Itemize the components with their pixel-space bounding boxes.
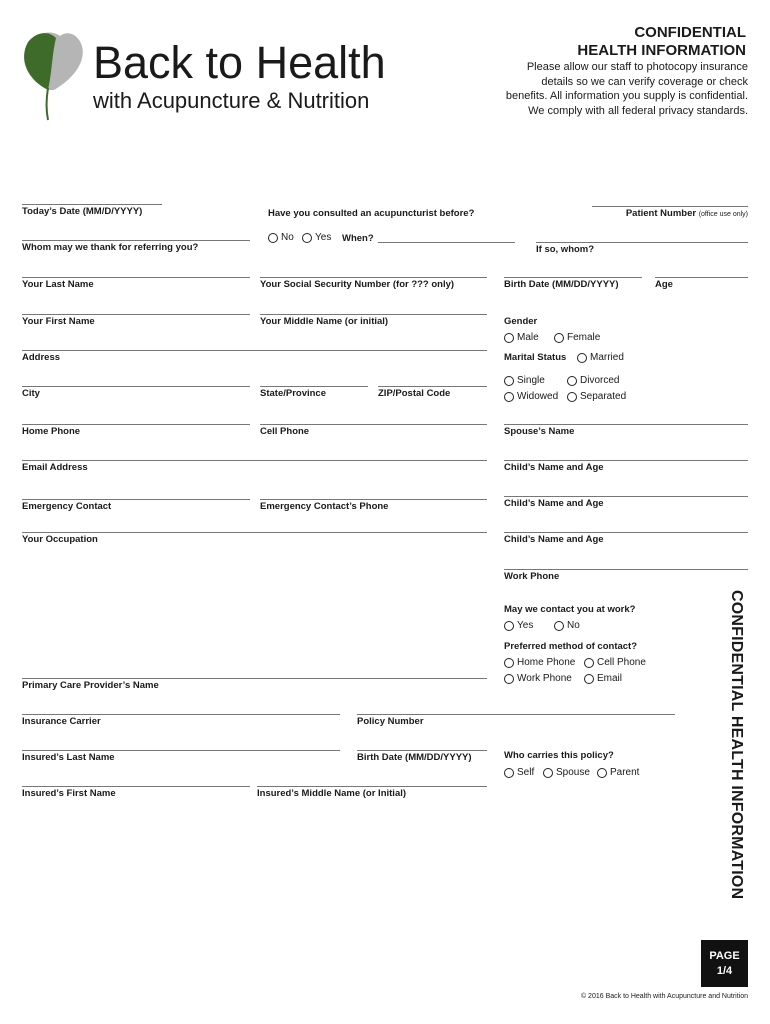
todays-date-field[interactable] xyxy=(22,204,162,205)
insured-middle-name-label: Insured’s Middle Name (or Initial) xyxy=(257,788,407,799)
ssn-label: Your Social Security Number (for ??? only) xyxy=(260,279,455,290)
patient-number-field[interactable] xyxy=(592,206,748,207)
radio-circle-icon[interactable] xyxy=(504,333,514,343)
option-label: Work Phone xyxy=(517,673,572,684)
spouse-name-field[interactable] xyxy=(504,424,748,425)
if-so-field[interactable] xyxy=(536,242,748,243)
address-field[interactable] xyxy=(22,350,487,351)
radio-circle-icon[interactable] xyxy=(504,621,514,631)
option-label: Separated xyxy=(580,391,627,402)
notice-line: details so we can verify coverage or check xyxy=(541,75,748,88)
ginkgo-leaf-logo xyxy=(18,28,88,122)
notice-line: Please allow our staff to photocopy insurance xyxy=(526,61,748,73)
patient-number-text: Patient Number xyxy=(625,208,697,219)
child3-field[interactable] xyxy=(504,532,748,533)
page-indicator xyxy=(701,940,748,987)
confidential-header xyxy=(577,24,746,60)
brand-title: Back to Health xyxy=(93,37,386,88)
option-label: No xyxy=(567,620,580,631)
option-label: Cell Phone xyxy=(597,657,646,668)
option-label: Divorced xyxy=(580,375,620,386)
who-carries-question: Who carries this policy? xyxy=(504,750,614,761)
contact-email-option[interactable] xyxy=(584,673,622,684)
work-phone-field[interactable] xyxy=(504,569,748,570)
contact-home-phone-option[interactable] xyxy=(504,657,575,668)
contact-work-phone-option[interactable] xyxy=(504,673,572,684)
spouse-name-label: Spouse’s Name xyxy=(504,426,575,437)
insured-last-name-label: Insured’s Last Name xyxy=(22,752,115,763)
home-phone-field[interactable] xyxy=(22,424,250,425)
state-field[interactable] xyxy=(260,386,368,387)
policy-number-field[interactable] xyxy=(357,714,675,715)
insured-last-name-field[interactable] xyxy=(22,750,340,751)
marital-divorced-option[interactable] xyxy=(567,375,619,386)
birth-date-field[interactable] xyxy=(504,277,642,278)
when-field[interactable] xyxy=(378,242,515,243)
age-field[interactable] xyxy=(655,277,748,278)
insurance-carrier-field[interactable] xyxy=(22,714,340,715)
radio-circle-icon[interactable] xyxy=(543,768,553,778)
insured-birth-date-label: Birth Date (MM/DD/YYYY) xyxy=(357,752,472,763)
referring-field[interactable] xyxy=(22,240,250,241)
referring-label: Whom may we thank for referring you? xyxy=(22,242,199,253)
insured-first-name-field[interactable] xyxy=(22,786,250,787)
radio-circle-icon[interactable] xyxy=(302,233,312,243)
carrier-parent-option[interactable] xyxy=(597,767,639,778)
option-label: Parent xyxy=(610,767,640,778)
consulted-yes-option[interactable] xyxy=(302,232,331,243)
radio-circle-icon[interactable] xyxy=(504,392,514,402)
child3-label: Child’s Name and Age xyxy=(504,534,604,545)
radio-circle-icon[interactable] xyxy=(567,392,577,402)
child2-field[interactable] xyxy=(504,496,748,497)
last-name-label: Your Last Name xyxy=(22,279,94,290)
radio-circle-icon[interactable] xyxy=(504,768,514,778)
child1-label: Child’s Name and Age xyxy=(504,462,604,473)
home-phone-label: Home Phone xyxy=(22,426,81,437)
city-field[interactable] xyxy=(22,386,250,387)
occupation-field[interactable] xyxy=(22,532,487,533)
option-label: Spouse xyxy=(556,767,590,778)
birth-date-label: Birth Date (MM/DD/YYYY) xyxy=(504,279,619,290)
radio-circle-icon[interactable] xyxy=(554,333,564,343)
option-label: Female xyxy=(567,332,601,343)
notice-line: benefits. All information you supply is confidential. xyxy=(505,90,748,102)
marital-single-option[interactable] xyxy=(504,375,545,386)
notice-line: We comply with all federal privacy standards. xyxy=(528,104,748,117)
ssn-field[interactable] xyxy=(260,277,487,278)
child2-label: Child’s Name and Age xyxy=(504,498,604,509)
patient-number-label xyxy=(626,208,748,219)
marital-married-option[interactable] xyxy=(577,352,624,363)
privacy-notice xyxy=(506,60,748,118)
radio-circle-icon[interactable] xyxy=(597,768,607,778)
marital-widowed-option[interactable] xyxy=(504,391,558,402)
option-label: Self xyxy=(517,767,535,778)
brand-subtitle: with Acupuncture & Nutrition xyxy=(93,88,370,113)
address-label: Address xyxy=(22,352,61,363)
if-so-label: If so, whom? xyxy=(536,244,595,255)
todays-date-label: Today’s Date (MM/D/YYYY) xyxy=(22,206,143,217)
email-label: Email Address xyxy=(22,462,88,473)
state-label: State/Province xyxy=(260,388,326,399)
office-use-note: (office use only) xyxy=(698,211,748,218)
age-label: Age xyxy=(655,279,673,290)
insured-birth-date-field[interactable] xyxy=(357,750,487,751)
preferred-contact-question: Preferred method of contact? xyxy=(504,641,638,652)
option-label: Home Phone xyxy=(517,657,576,668)
emergency-contact-field[interactable] xyxy=(22,499,250,500)
radio-circle-icon[interactable] xyxy=(584,658,594,668)
gender-female-option[interactable] xyxy=(554,332,600,343)
radio-circle-icon[interactable] xyxy=(567,376,577,386)
marital-status-label: Marital Status xyxy=(504,352,567,363)
last-name-field[interactable] xyxy=(22,277,250,278)
middle-name-field[interactable] xyxy=(260,314,487,315)
gender-male-option[interactable] xyxy=(504,332,539,343)
consulted-question: Have you consulted an acupuncturist before? xyxy=(268,208,475,219)
pcp-field[interactable] xyxy=(22,678,487,679)
option-label: Yes xyxy=(315,232,332,243)
contact-work-no-option[interactable] xyxy=(554,620,580,631)
footer-copyright: © 2016 Back to Health with Acupuncture and Nutrition xyxy=(580,993,748,1000)
radio-circle-icon[interactable] xyxy=(504,658,514,668)
pcp-label: Primary Care Provider’s Name xyxy=(22,680,159,691)
email-field[interactable] xyxy=(22,460,487,461)
zip-field[interactable] xyxy=(378,386,487,387)
emergency-phone-field[interactable] xyxy=(260,499,487,500)
middle-name-label: Your Middle Name (or initial) xyxy=(260,316,389,327)
conf-line-2: HEALTH INFORMATION xyxy=(577,42,746,59)
consulted-no-option[interactable] xyxy=(268,232,294,243)
policy-number-label: Policy Number xyxy=(357,716,424,727)
page-label: PAGE xyxy=(709,950,740,962)
emergency-contact-label: Emergency Contact xyxy=(22,501,112,512)
carrier-self-option[interactable] xyxy=(504,767,534,778)
page-number: 1/4 xyxy=(716,965,733,977)
insured-first-name-label: Insured’s First Name xyxy=(22,788,116,799)
radio-circle-icon[interactable] xyxy=(584,674,594,684)
contact-work-question: May we contact you at work? xyxy=(504,604,636,615)
contact-work-yes-option[interactable] xyxy=(504,620,533,631)
option-label: Married xyxy=(590,352,624,363)
option-label: Yes xyxy=(517,620,534,631)
when-label: When? xyxy=(342,233,374,244)
first-name-field[interactable] xyxy=(22,314,250,315)
city-label: City xyxy=(22,388,40,399)
contact-cell-phone-option[interactable] xyxy=(584,657,646,668)
option-label: Widowed xyxy=(517,391,559,402)
insurance-carrier-label: Insurance Carrier xyxy=(22,716,101,727)
radio-circle-icon[interactable] xyxy=(268,233,278,243)
insured-middle-name-field[interactable] xyxy=(257,786,487,787)
marital-separated-option[interactable] xyxy=(567,391,626,402)
work-phone-label: Work Phone xyxy=(504,571,560,582)
radio-circle-icon[interactable] xyxy=(577,353,587,363)
option-label: Email xyxy=(597,673,623,684)
carrier-spouse-option[interactable] xyxy=(543,767,590,778)
option-label: Male xyxy=(517,332,539,343)
emergency-phone-label: Emergency Contact’s Phone xyxy=(260,501,389,512)
radio-circle-icon[interactable] xyxy=(554,621,564,631)
zip-label: ZIP/Postal Code xyxy=(378,388,451,399)
occupation-label: Your Occupation xyxy=(22,534,98,545)
gender-label: Gender xyxy=(504,316,538,327)
cell-phone-field[interactable] xyxy=(260,424,487,425)
radio-circle-icon[interactable] xyxy=(504,376,514,386)
radio-circle-icon[interactable] xyxy=(504,674,514,684)
option-label: Single xyxy=(517,375,545,386)
cell-phone-label: Cell Phone xyxy=(260,426,310,437)
option-label: No xyxy=(281,232,294,243)
first-name-label: Your First Name xyxy=(22,316,95,327)
conf-line-1: CONFIDENTIAL xyxy=(634,24,746,41)
side-confidential-banner: CONFIDENTIAL HEALTH INFORMATION xyxy=(728,590,745,900)
child1-field[interactable] xyxy=(504,460,748,461)
